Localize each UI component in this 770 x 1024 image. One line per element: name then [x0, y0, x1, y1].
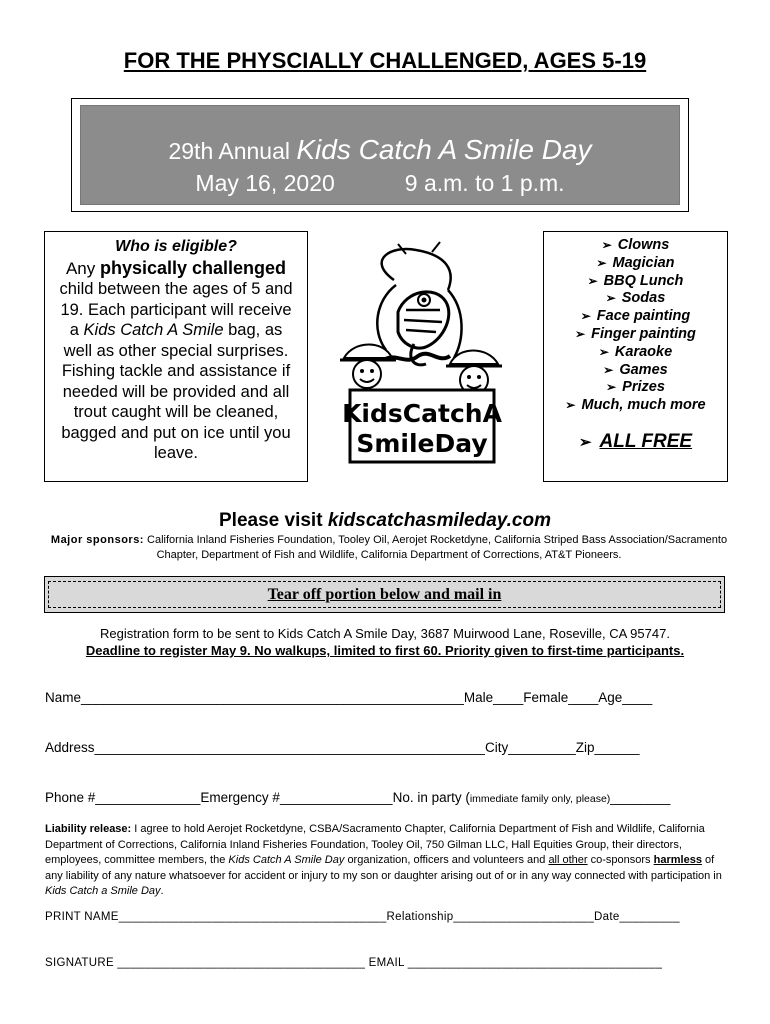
list-item: ➢ Sodas: [605, 290, 666, 307]
arrow-bullet-icon: ➢: [578, 433, 592, 451]
list-item: ➢ Much, much more: [565, 397, 706, 414]
eligibility-box: [44, 231, 308, 482]
signature-line[interactable]: SIGNATURE _____________________________________ EMAIL ______________________________________: [45, 957, 663, 969]
event-banner: [71, 98, 689, 212]
svg-text:SmileDay: SmileDay: [356, 429, 488, 458]
banner-datetime: May 16, 2020 9 a.m. to 1 p.m.: [195, 170, 565, 196]
page-heading: FOR THE PHYSCIALLY CHALLENGED, AGES 5-19: [123, 48, 647, 73]
svg-text:KidsCatchA: KidsCatchA: [342, 399, 502, 428]
arrow-bullet-icon: ➢: [565, 398, 576, 413]
arrow-bullet-icon: ➢: [587, 273, 598, 288]
registration-deadline: Deadline to register May 9. No walkups, limited to first 60. Priority given to first-time participants.: [85, 643, 685, 658]
list-item: ➢ Karaoke: [598, 343, 673, 360]
name-field-line[interactable]: Name___________________________________________________Male____Female____Age____: [45, 690, 653, 705]
sponsors-text: Major sponsors: California Inland Fisheries Foundation, Tooley Oil, Aerojet Rocketdyne, California Striped Bass Association/Sacramento Chapter, Department of Fish and Wildlife, California Department of Corrections, AT&T Pioneers.: [50, 534, 728, 561]
arrow-bullet-icon: ➢: [601, 238, 612, 252]
all-free-label: ➢ ALL FREE: [578, 430, 693, 452]
arrow-bullet-icon: ➢: [606, 380, 617, 395]
list-item: ➢ Prizes: [606, 379, 665, 396]
arrow-bullet-icon: ➢: [605, 291, 616, 306]
tear-off-banner: [44, 576, 725, 613]
print-name-line[interactable]: PRINT NAME________________________________________Relationship_____________________Date_________: [45, 911, 680, 923]
list-item: ➢ Finger painting: [575, 325, 696, 342]
arrow-bullet-icon: ➢: [598, 344, 609, 359]
event-logo: [336, 240, 508, 468]
website-url: kidscatchasmileday.com: [327, 510, 551, 531]
liability-release: Liability release: I agree to hold Aerojet Rocketdyne, CSBA/Sacramento Chapter, California Department of Fish and Wildlife, California Department of Corrections, California Inland Fisheries Foundation, Tooley Oil, 750 Gilman LLC, Hall Equities Group, their directors, employees, committee members, the Kids Catch A Smile Day organization, officers and volunteers and all other co-sponsors harmless of any liability of any nature whatsoever for accident or injury to my son or daughter arising out of or in any way connected with participation in Kids Catch a Smile Day.: [45, 823, 722, 897]
registration-address: Registration form to be sent to Kids Catch A Smile Day, 3687 Muirwood Lane, Roseville, CA 95747.: [100, 626, 670, 641]
banner-title: 29th Annual Kids Catch A Smile Day: [168, 134, 592, 165]
arrow-bullet-icon: ➢: [580, 309, 591, 324]
address-field-line[interactable]: Address____________________________________________________City_________Zip______: [45, 740, 640, 755]
tear-off-label: Tear off portion below and mail in: [267, 586, 502, 603]
fish-logo-icon: [336, 240, 508, 468]
eligibility-title: Who is eligible?: [115, 238, 237, 255]
list-item: ➢ Games: [603, 361, 668, 378]
activities-box: [543, 231, 728, 482]
list-item: ➢ Clowns: [601, 237, 670, 253]
eligibility-body: child between the ages of 5 and 19. Each participant will receive a Kids Catch A Smile bag, as well as other special surprises. Fishing tackle and assistance if needed will be provided and all trout caught will be cleaned, bagged and put on ice until you leave.: [59, 280, 293, 462]
arrow-bullet-icon: ➢: [603, 362, 614, 377]
list-item: ➢ BBQ Lunch: [587, 272, 684, 289]
eligibility-lead: Any physically challenged: [65, 258, 287, 278]
arrow-bullet-icon: ➢: [596, 255, 607, 270]
phone-field-line[interactable]: Phone #______________Emergency #_______________No. in party (immediate family only, please)________: [45, 790, 671, 805]
arrow-bullet-icon: ➢: [575, 326, 586, 341]
list-item: ➢ Magician: [596, 254, 675, 271]
activities-list: [544, 237, 727, 415]
list-item: ➢ Face painting: [580, 308, 691, 325]
website-callout: Please visit kidscatchasmileday.com: [219, 510, 551, 531]
